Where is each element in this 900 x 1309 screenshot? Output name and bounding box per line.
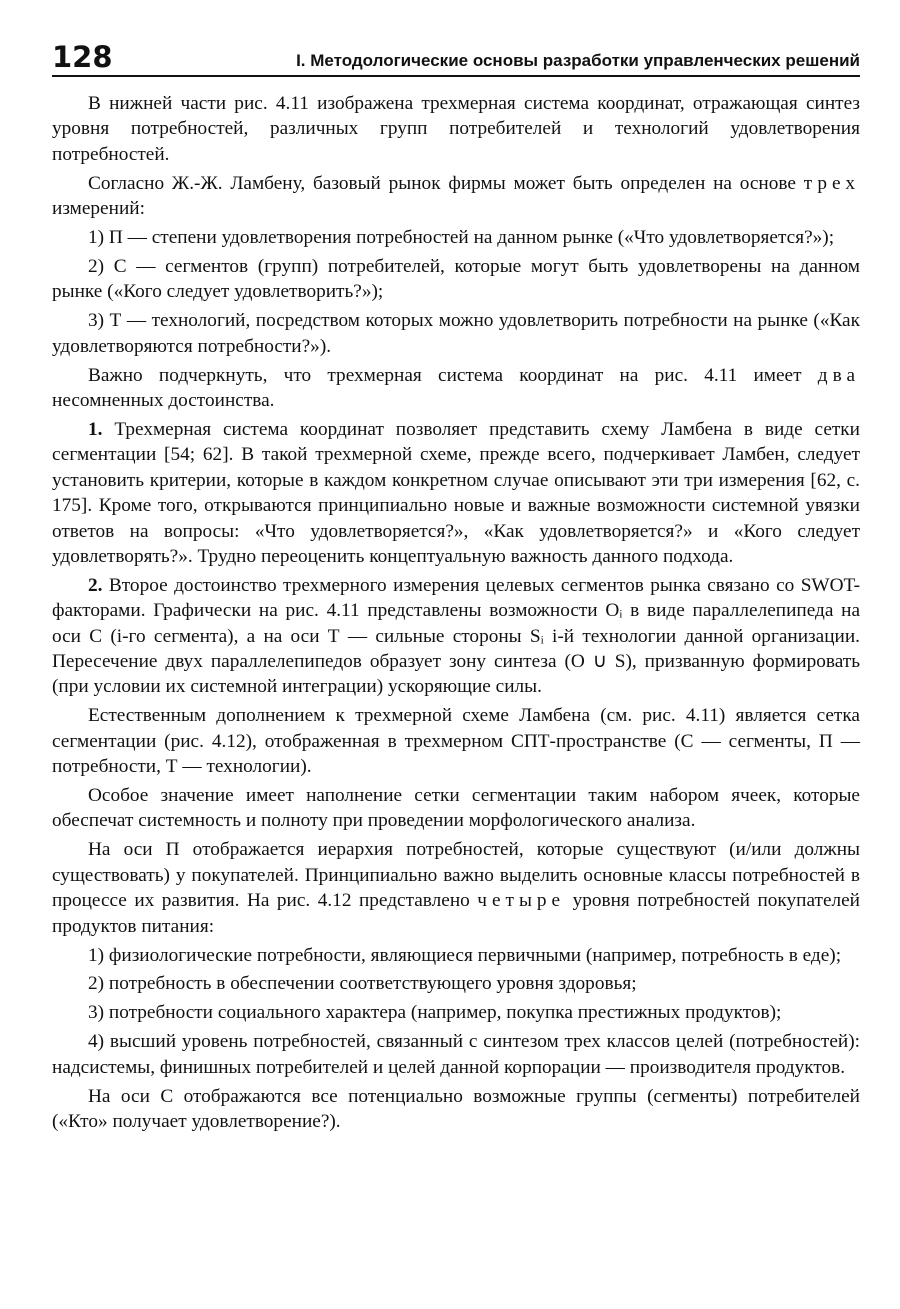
paragraph-text: несомненных достоинства. <box>52 389 275 411</box>
paragraph <box>52 417 860 569</box>
running-title: I. Методологические основы разработки управленческих решений <box>296 51 860 70</box>
spaced-emphasis: четыре <box>477 890 566 912</box>
paragraph <box>52 837 860 939</box>
paragraph-text: Трехмерная система координат позволяет представить схему Ламбена в виде сетки сегментации [54; 62]. В такой трехмерной схеме, прежде всего, подчеркивает Ламбен, следует установить критерии, которые в каждом конкретном случае описывают эти три измерения [62, с. 175]. Кроме того, открываются принципиально новые и важные возможности системной увязки ответов на вопросы: «Что удовлетворяется?», «Как удовлетворяется?» и «Кого следует удовлетворять?». Трудно переоценить концептуальную важность данного подхода. <box>52 418 860 567</box>
list-item-text: 3) Т — технологий, посредством которых можно удовлетворить потребности на рынке («Как удовлетворяются потребности?»). <box>52 310 860 357</box>
list-item <box>52 943 860 968</box>
paragraph <box>52 573 860 700</box>
paragraph-text: измерений: <box>52 198 145 220</box>
paragraph <box>52 1084 860 1135</box>
paragraph-text: Согласно Ж.-Ж. Ламбену, базовый рынок фирмы может быть определен на основе <box>88 172 804 194</box>
paragraph-text: На оси П отображается иерархия потребностей, которые существуют (и/или должны существовать) у покупателей. Принципиально важно выделить основные классы потребностей в процессе их развития. На рис. 4.12 представлено <box>52 839 860 912</box>
paragraph-text: Важно подчеркнуть, что трехмерная система координат на рис. 4.11 имеет <box>88 364 818 386</box>
paragraph-text: Особое значение имеет наполнение сетки сегментации таким набором ячеек, которые обеспечат системность и полноту при проведении морфологического анализа. <box>52 785 860 832</box>
list-item-text: 4) высший уровень потребностей, связанный с синтезом трех классов целей (потребностей): надсистемы, финишных потребителей и целей данной корпорации — производителя продуктов. <box>52 1031 860 1078</box>
list-item-text: 1) физиологические потребности, являющиеся первичными (например, потребность в еде); <box>88 944 842 966</box>
list-item <box>52 971 860 996</box>
spaced-emphasis: трех <box>803 172 860 194</box>
list-item <box>52 308 860 359</box>
item-number: 1. <box>88 418 103 440</box>
list-item-text: 3) потребности социального характера (например, покупка престижных продуктов); <box>88 1002 782 1024</box>
paragraph <box>52 783 860 834</box>
item-number: 2. <box>88 574 103 596</box>
list-item <box>52 254 860 305</box>
list-item <box>52 1000 860 1025</box>
paragraph <box>52 363 860 414</box>
list-item-text: 2) потребность в обеспечении соответствующего уровня здоровья; <box>88 973 637 995</box>
list-item-text: 1) П — степени удовлетворения потребностей на данном рынке («Что удовлетворяется?»); <box>88 227 835 249</box>
paragraph-text: На оси С отображаются все потенциально возможные группы (сегменты) потребителей («Кто» получает удовлетворение?). <box>52 1085 860 1132</box>
page-number: 128 <box>52 40 113 74</box>
paragraph-text: Естественным дополнением к трехмерной схеме Ламбена (см. рис. 4.11) является сетка сегментации (рис. 4.12), отображенная в трехмерном СПТ-пространстве (С — сегменты, П — потребности, Т — технологии). <box>52 705 860 778</box>
body-text <box>52 91 860 1134</box>
paragraph <box>52 171 860 222</box>
list-item <box>52 225 860 250</box>
page-header <box>52 42 860 77</box>
paragraph-text: Второе достоинство трехмерного измерения целевых сегментов рынка связано со SWOT-факторами. Графически на рис. 4.11 представлены возможности Oᵢ в виде параллелепипеда на оси С (i-го сегмента), а на оси Т — сильные стороны Sᵢ i-й технологии данной организации. Пересечение двух параллелепипедов образует зону синтеза (O ∪ S), призванную формировать (при условии их системной интеграции) ускоряющие силы. <box>52 574 860 698</box>
paragraph <box>52 703 860 779</box>
spaced-emphasis: два <box>817 364 860 386</box>
paragraph <box>52 91 860 167</box>
paragraph-text: В нижней части рис. 4.11 изображена трехмерная система координат, отражающая синтез уровня потребностей, различных групп потребителей и технологий удовлетворения потребностей. <box>52 93 860 165</box>
list-item <box>52 1029 860 1080</box>
paragraph-text: уровня потребностей покупателей продуктов питания: <box>52 890 860 937</box>
list-item-text: 2) С — сегментов (групп) потребителей, которые могут быть удовлетворены на данном рынке («Кого следует удовлетворить?»); <box>52 255 860 303</box>
